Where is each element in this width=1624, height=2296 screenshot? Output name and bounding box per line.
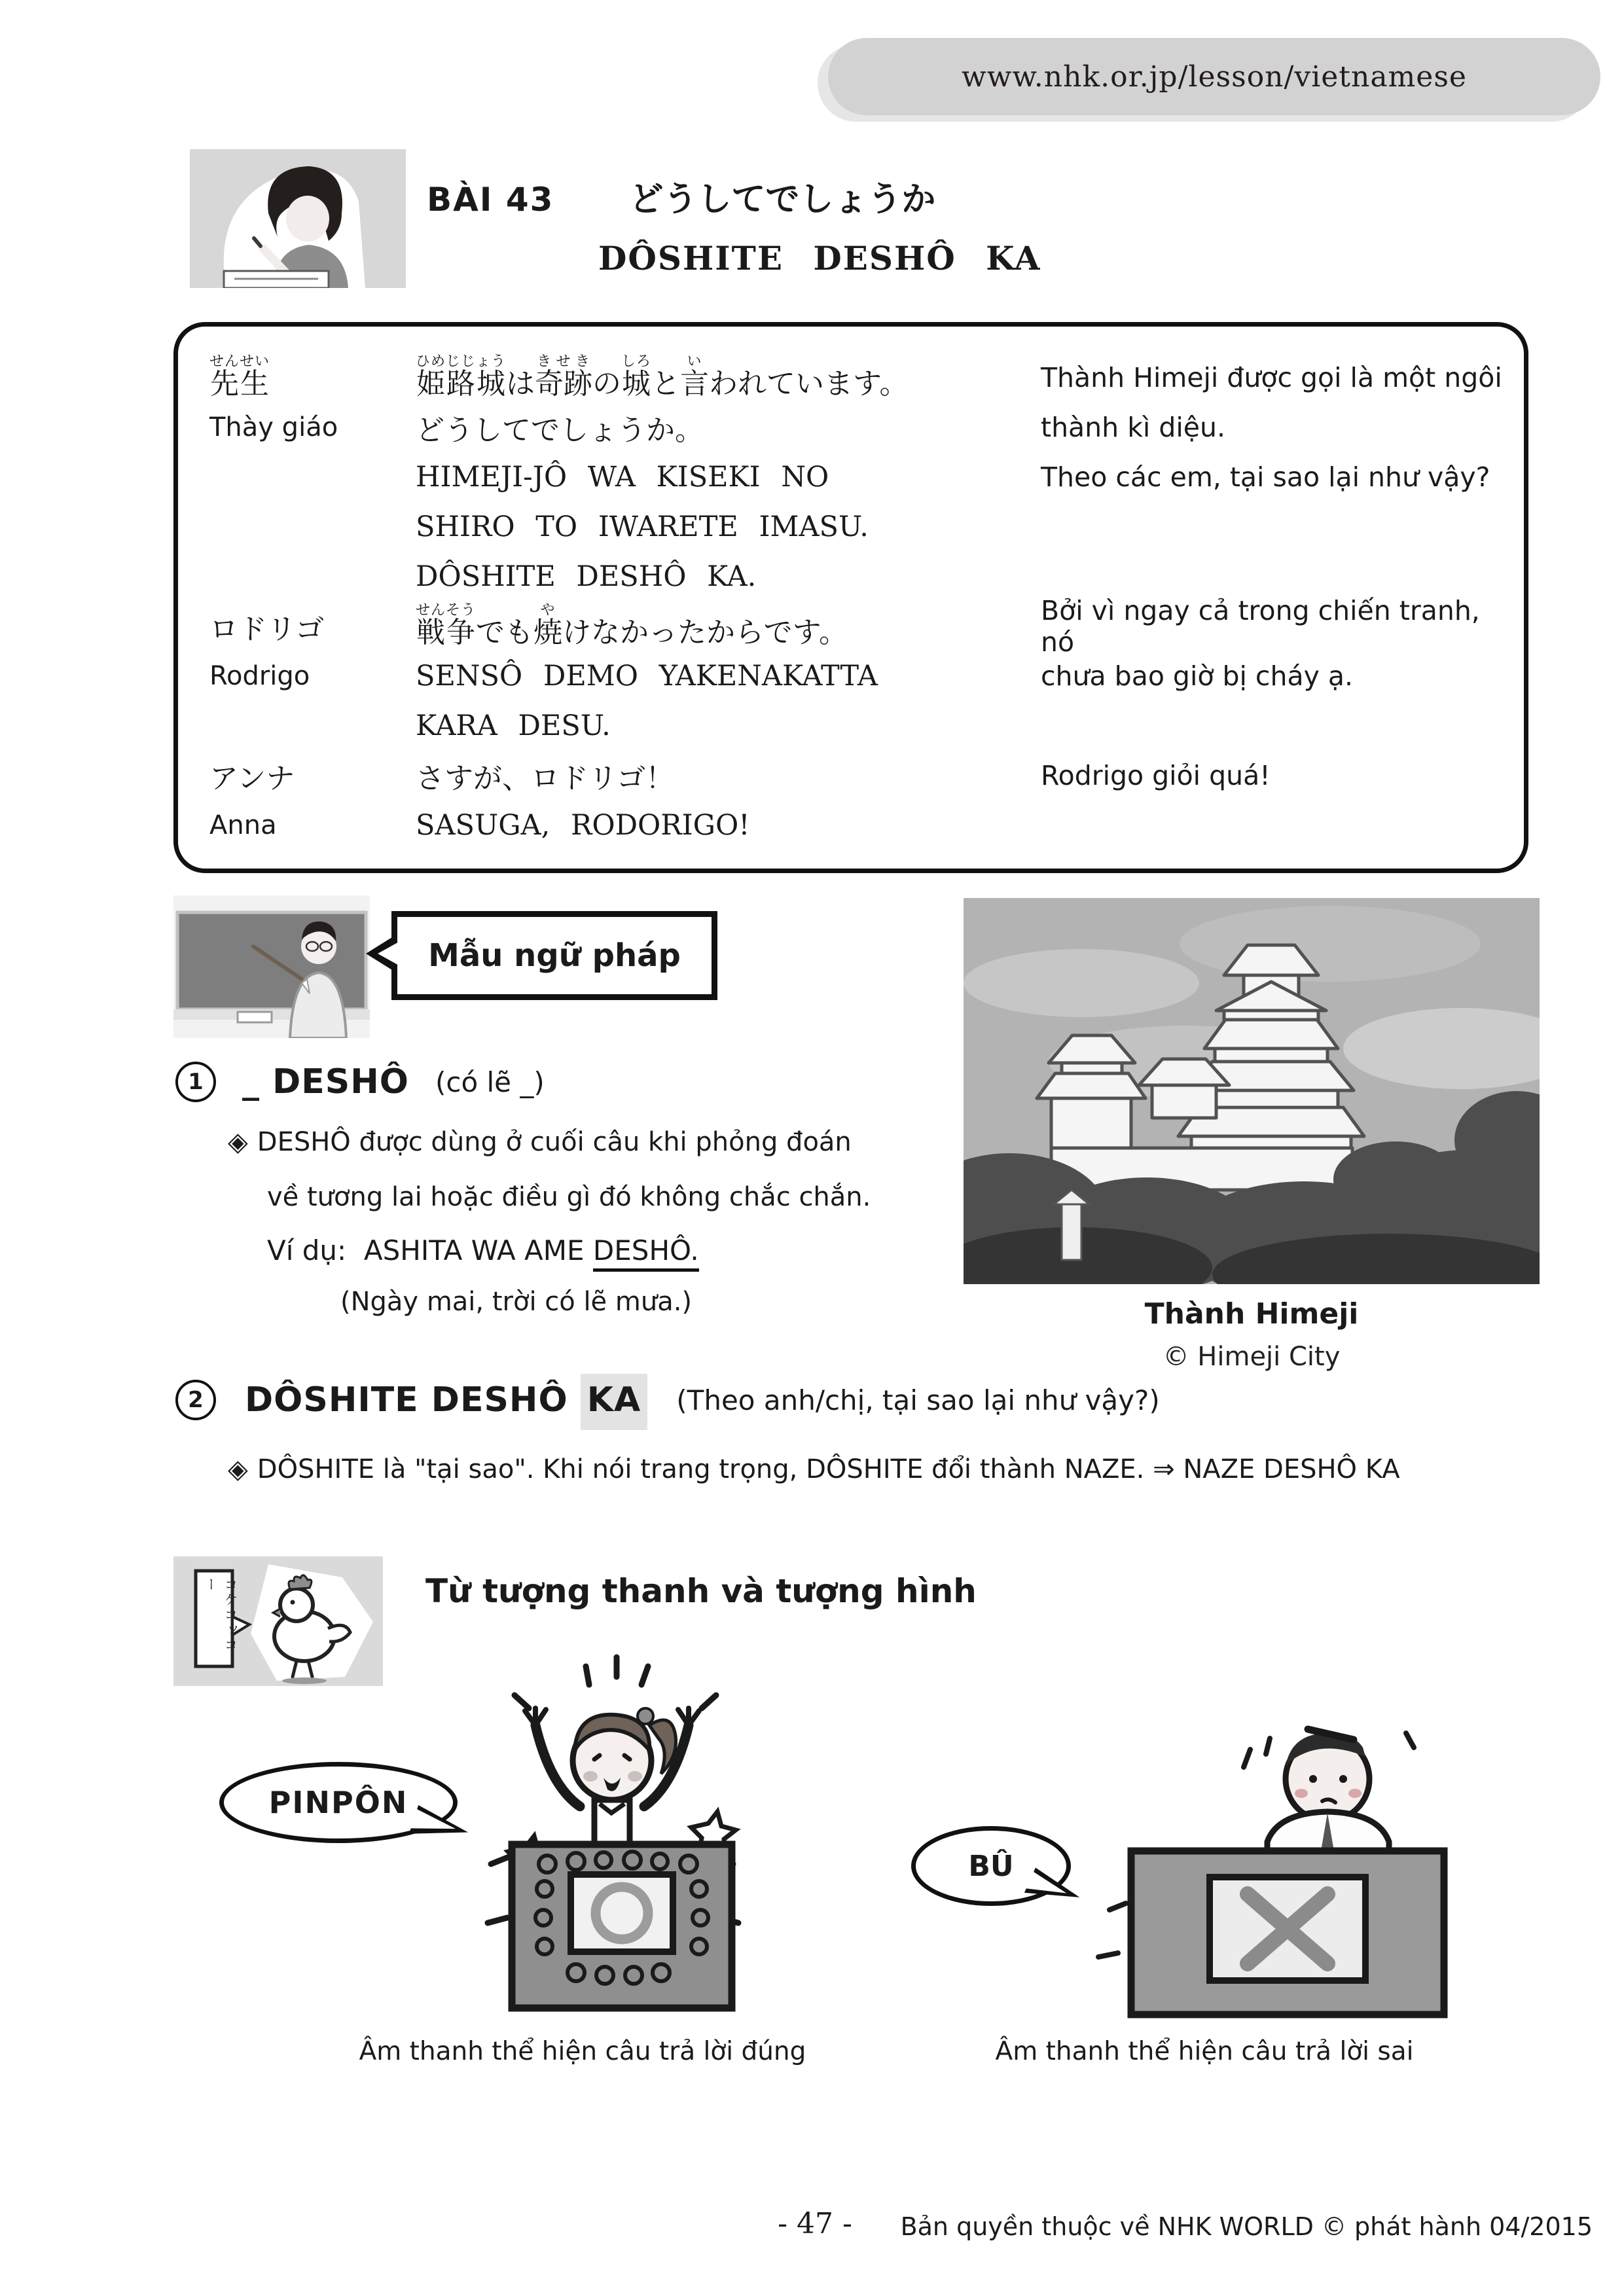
dialogue-jp-line: どうしてでしょうか。 (416, 414, 704, 447)
caption-wrong-sound: Âm thanh thể hiện câu trả lời sai (995, 2037, 1414, 2066)
wrong-answer-illustration (1047, 1713, 1453, 2021)
grammar-1-explanation-line2: về tương lai hoặc điều gì đó không chắc chắn. (267, 1182, 871, 1212)
girl-studying-icon (190, 149, 406, 288)
dialogue-vi-line: Bởi vì ngay cả trong chiến tranh, nó (1041, 595, 1480, 658)
dialogue-romaji-line: SASUGA, RODORIGO! (416, 809, 750, 842)
dialogue-vi-line: Thành Himeji được gọi là một ngôi (1041, 362, 1502, 393)
photo-credit: © Himeji City (1163, 1342, 1341, 1372)
bu-label: BÛ (968, 1849, 1014, 1883)
caption-correct-sound: Âm thanh thể hiện câu trả lời đúng (359, 2037, 806, 2066)
dialogue-romaji-line: SENSÔ DEMO YAKENAKATTA (416, 660, 878, 692)
grammar-2-gloss: (Theo anh/chị, tại sao lại như vậy?) (676, 1384, 1160, 1416)
chicken-sound-text: コケコッコー (203, 1577, 238, 1653)
dialogue-jp-line: さすが、ロドリゴ！ (416, 762, 675, 795)
underlined-desho: DESHÔ. (593, 1234, 699, 1272)
speaker-teacher-jp: 先生せんせい (209, 353, 270, 401)
dialogue-romaji-line: KARA DESU. (416, 709, 611, 742)
grammar-1-example-translation: (Ngày mai, trời có lẽ mưa.) (340, 1287, 693, 1317)
grammar-2-pattern: DÔSHITE DESHÔ KA (245, 1380, 647, 1420)
page-title (427, 171, 1041, 278)
grammar-2-explanation: ◈ DÔSHITE là "tại sao". Khi nói trang trọng, DÔSHITE đổi thành NAZE. ⇒ NAZE DESHÔ KA (228, 1454, 1400, 1484)
dialogue-romaji-line: SHIRO TO IWARETE IMASU. (416, 511, 869, 543)
grammar-section-bubble (391, 911, 717, 1000)
diamond-bullet-icon: ◈ (228, 1454, 248, 1484)
himeji-castle-photo (964, 898, 1540, 1284)
dialogue-jp-line: 戦争せんそうでも焼やけなかったからです。 (416, 602, 848, 649)
photo-caption: Thành Himeji (1144, 1297, 1359, 1331)
speaker-anna-vi: Anna (209, 810, 277, 840)
speaker-anna-jp: アンナ (209, 762, 295, 795)
lesson-title-japanese: どうしてでしょうか (629, 180, 936, 219)
header-url-pill (828, 38, 1600, 115)
onomatopoeia-heading: Từ tượng thanh và tượng hình (425, 1572, 977, 1610)
bubble-tail (378, 941, 401, 967)
lesson-title-romaji: DÔSHITE DESHÔ KA (598, 239, 1041, 278)
highlighted-ka: KA (581, 1374, 648, 1430)
teacher-blackboard-icon (173, 895, 370, 1038)
speaker-rodrigo-jp: ロドリゴ (209, 613, 325, 646)
grammar-point-2-heading (175, 1380, 1160, 1420)
speaker-rodrigo-vi: Rodrigo (209, 661, 310, 691)
dialogue-grid (209, 353, 1504, 850)
dialogue-vi-line: Rodrigo giỏi quá! (1041, 760, 1271, 791)
chicken-icon (173, 1556, 383, 1686)
lesson-number: BÀI 43 (427, 181, 554, 219)
grammar-section-label: Mẫu ngữ pháp (428, 937, 681, 974)
page-number: - 47 - (778, 2207, 852, 2240)
dialogue-vi-line: thành kì diệu. (1041, 412, 1226, 443)
speaker-teacher-vi: Thày giáo (209, 412, 338, 442)
header-url: www.nhk.or.jp/lesson/vietnamese (962, 60, 1467, 94)
grammar-1-pattern: _ DESHÔ (242, 1062, 409, 1102)
copyright-notice: Bản quyền thuộc về NHK WORLD © phát hành 04/2015 (900, 2212, 1593, 2241)
grammar-1-example: Ví dụ: ASHITA WA AME DESHÔ. (267, 1234, 699, 1266)
correct-answer-illustration (452, 1648, 772, 2021)
grammar-1-explanation-line1: ◈ DESHÔ được dùng ở cuối câu khi phỏng đoán (228, 1127, 852, 1157)
pinpon-label: PINPÔN (268, 1785, 408, 1820)
dialogue-jp-line: 姫路城ひめじじょうは奇跡きせきの城しろと言いわれています。 (416, 353, 909, 401)
diamond-bullet-icon: ◈ (228, 1127, 248, 1157)
example-label: Ví dụ: (267, 1234, 347, 1266)
dialogue-romaji-line: HIMEJI-JÔ WA KISEKI NO (416, 461, 829, 493)
circled-number-1: 1 (175, 1062, 216, 1102)
dialogue-vi-line: Theo các em, tại sao lại như vậy? (1041, 461, 1490, 493)
grammar-point-1-heading (175, 1062, 545, 1102)
circled-number-2: 2 (175, 1380, 216, 1420)
dialogue-vi-line: chưa bao giờ bị cháy ạ. (1041, 660, 1354, 692)
dialogue-box (173, 322, 1528, 873)
grammar-1-gloss: (có lẽ _) (435, 1066, 545, 1098)
dialogue-romaji-line: DÔSHITE DESHÔ KA. (416, 560, 757, 593)
